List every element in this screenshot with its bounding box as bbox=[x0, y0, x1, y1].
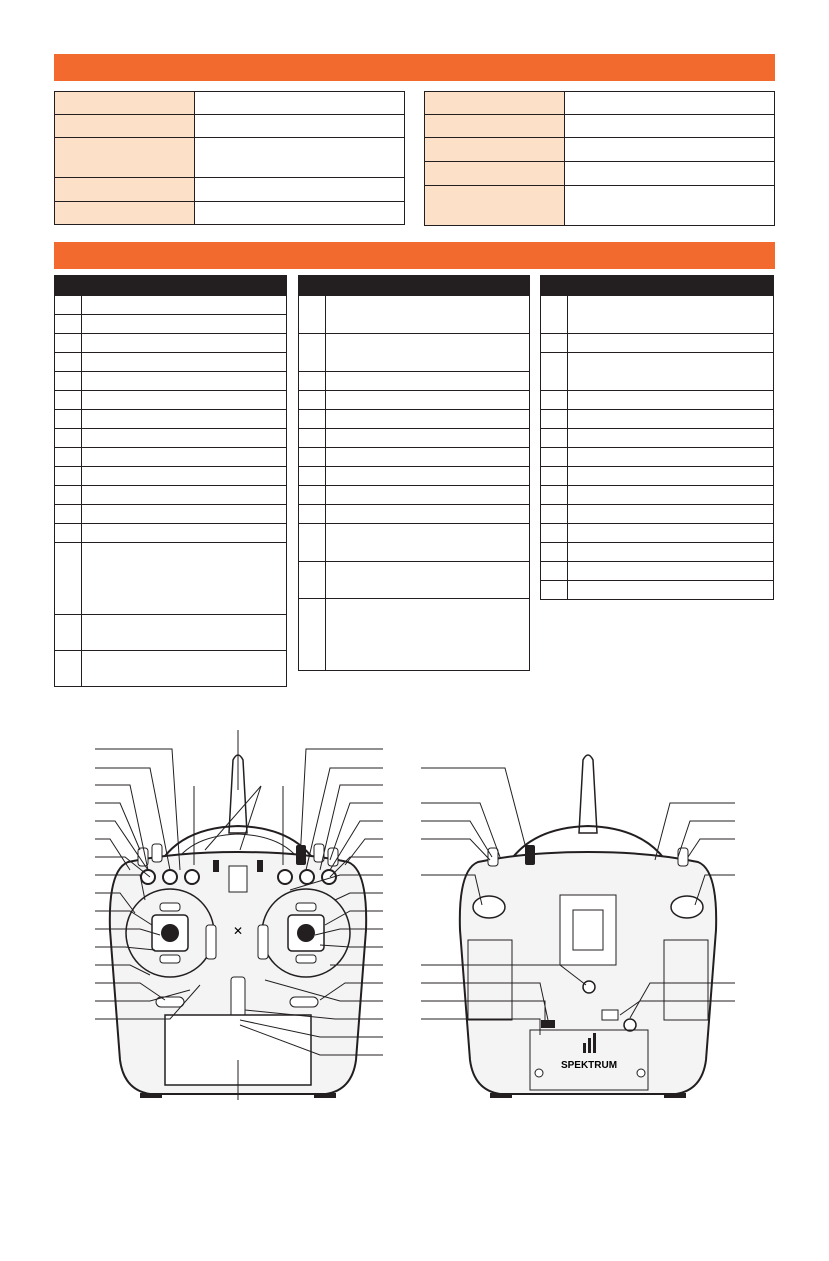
transmitter-front-view bbox=[110, 755, 366, 1098]
transmitter-body-rear bbox=[460, 852, 716, 1094]
left-stick bbox=[161, 924, 179, 942]
transmitter-rear-view bbox=[460, 755, 716, 1098]
right-roller bbox=[290, 997, 318, 1007]
switch-left-inner bbox=[152, 844, 162, 862]
rear-center-plate bbox=[560, 895, 616, 965]
bind-icon: ✕ bbox=[232, 924, 244, 938]
rear-port-center bbox=[583, 981, 595, 993]
knob-right-2 bbox=[300, 870, 314, 884]
center-bar-display bbox=[229, 866, 247, 892]
right-stick bbox=[297, 924, 315, 942]
right-trim-top bbox=[296, 903, 316, 911]
knob-left-2 bbox=[163, 870, 177, 884]
right-rear-trigger bbox=[671, 896, 703, 918]
usb-port bbox=[541, 1020, 555, 1028]
knob-left-3 bbox=[185, 870, 199, 884]
left-rear-trigger bbox=[473, 896, 505, 918]
right-trim-bottom bbox=[296, 955, 316, 963]
rear-rolling-selector bbox=[525, 845, 535, 865]
rear-switch-block bbox=[602, 1010, 618, 1020]
knob-right-1 bbox=[278, 870, 292, 884]
headphone-jack bbox=[624, 1019, 636, 1031]
left-trim-top bbox=[160, 903, 180, 911]
left-trim-bottom bbox=[160, 955, 180, 963]
antenna-rear bbox=[579, 755, 597, 833]
rear-logo: SPEKTRUM bbox=[560, 1060, 618, 1071]
